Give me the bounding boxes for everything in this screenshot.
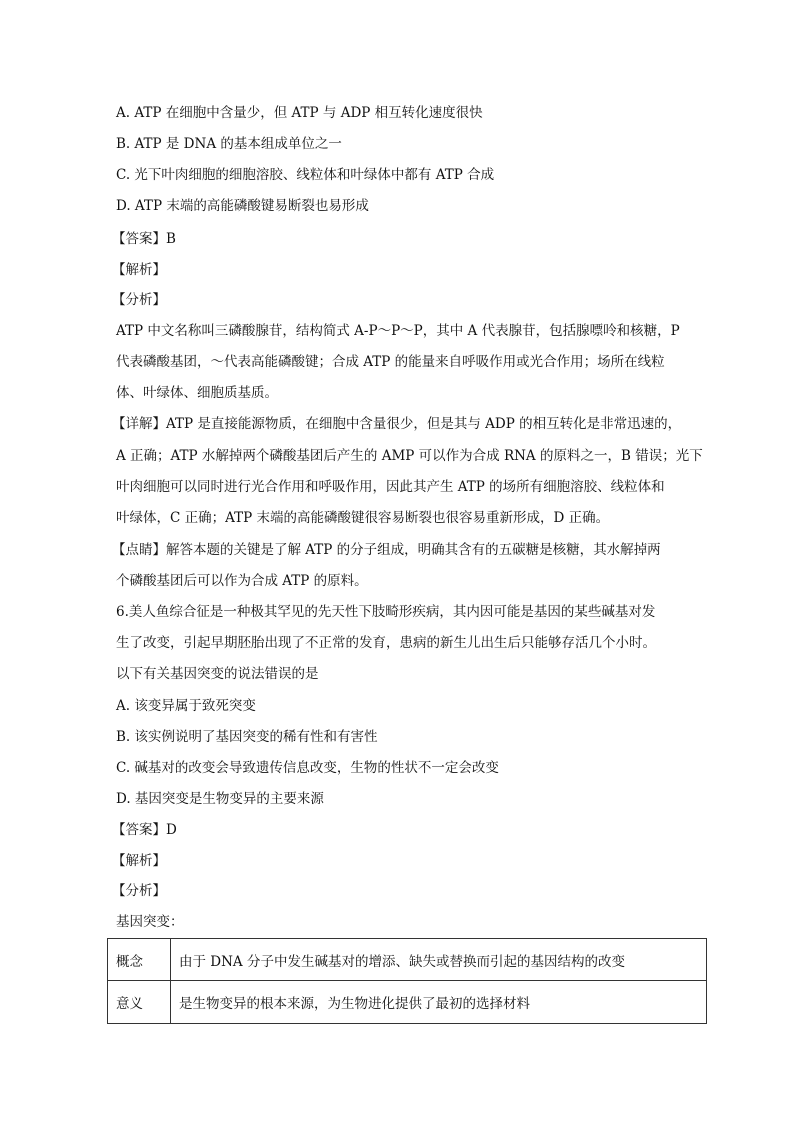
table-cell-text: 由于 DNA 分子中发生碱基对的增添、缺失或替换而引起的基因结构的改变 [171,939,707,981]
q5-analysis-line-3: 体、叶绿体、细胞质基质。 [116,385,278,401]
q5-fenxi-heading: 【分析】 [112,292,166,308]
q5-detail-line-4: 叶绿体，C 正确；ATP 末端的高能磷酸键很容易断裂也很容易重新形成，D 正确。 [116,510,610,526]
q5-option-d: D. ATP 末端的高能磷酸键易断裂也易形成 [116,198,369,214]
q5-option-b: B. ATP 是 DNA 的基本组成单位之一 [116,136,342,152]
q6-stem-line-2: 生了改变，引起早期胚胎出现了不正常的发育，患病的新生儿出生后只能够存活几个小时。 [116,635,656,651]
q6-option-c: C. 碱基对的改变会导致遗传信息改变，生物的性状不一定会改变 [116,760,499,776]
q6-stem-line-1: 6.美人鱼综合征是一种极其罕见的先天性下肢畸形疾病，其内因可能是基因的某些碱基对发 [116,604,656,620]
q6-stem-line-3: 以下有关基因突变的说法错误的是 [116,666,319,682]
q5-analysis-line-1: ATP 中文名称叫三磷酸腺苷，结构简式 A-P～P～P，其中 A 代表腺苷，包括腺嘌呤和核糖，P [116,323,680,339]
gene-mutation-table [107,938,707,1024]
q6-table-intro: 基因突变： [116,914,184,930]
table-row [108,939,707,981]
q5-tip-line-1: 【点睛】解答本题的关键是了解 ATP 的分子组成，明确其含有的五碳糖是核糖，其水解掉两 [112,542,661,558]
q6-answer: 【答案】D [112,822,177,838]
q5-answer: 【答案】B [112,231,176,247]
q6-option-a: A. 该变异属于致死突变 [116,698,256,714]
q5-tip-line-2: 个磷酸基团后可以作为合成 ATP 的原料。 [116,573,368,589]
table-cell-text: 是生物变异的根本来源，为生物进化提供了最初的选择材料 [171,981,707,1024]
table-cell-label: 概念 [108,939,171,981]
q5-detail-line-2: A 正确；ATP 水解掉两个磷酸基团后产生的 AMP 可以作为合成 RNA 的原料之一，B 错误；光下 [116,448,703,464]
q6-option-b: B. 该实例说明了基因突变的稀有性和有害性 [116,729,378,745]
q6-jiexi-heading: 【解析】 [112,853,166,869]
q5-option-c: C. 光下叶肉细胞的细胞溶胶、线粒体和叶绿体中都有 ATP 合成 [116,167,495,183]
q5-analysis-line-2: 代表磷酸基团，～代表高能磷酸键；合成 ATP 的能量来自呼吸作用或光合作用；场所在线粒 [116,354,665,370]
q5-jiexi-heading: 【解析】 [112,262,166,278]
q5-option-a: A. ATP 在细胞中含量少，但 ATP 与 ADP 相互转化速度很快 [116,105,483,121]
q5-detail-line-1: 【详解】ATP 是直接能源物质，在细胞中含量很少，但是其与 ADP 的相互转化是非常迅速的， [112,416,682,432]
table-row [108,981,707,1024]
q5-detail-line-3: 叶肉细胞可以同时进行光合作用和呼吸作用，因此其产生 ATP 的场所有细胞溶胶、线粒体和 [116,479,665,495]
table-cell-label: 意义 [108,981,171,1024]
q6-fenxi-heading: 【分析】 [112,883,166,899]
q6-option-d: D. 基因突变是生物变异的主要来源 [116,791,324,807]
